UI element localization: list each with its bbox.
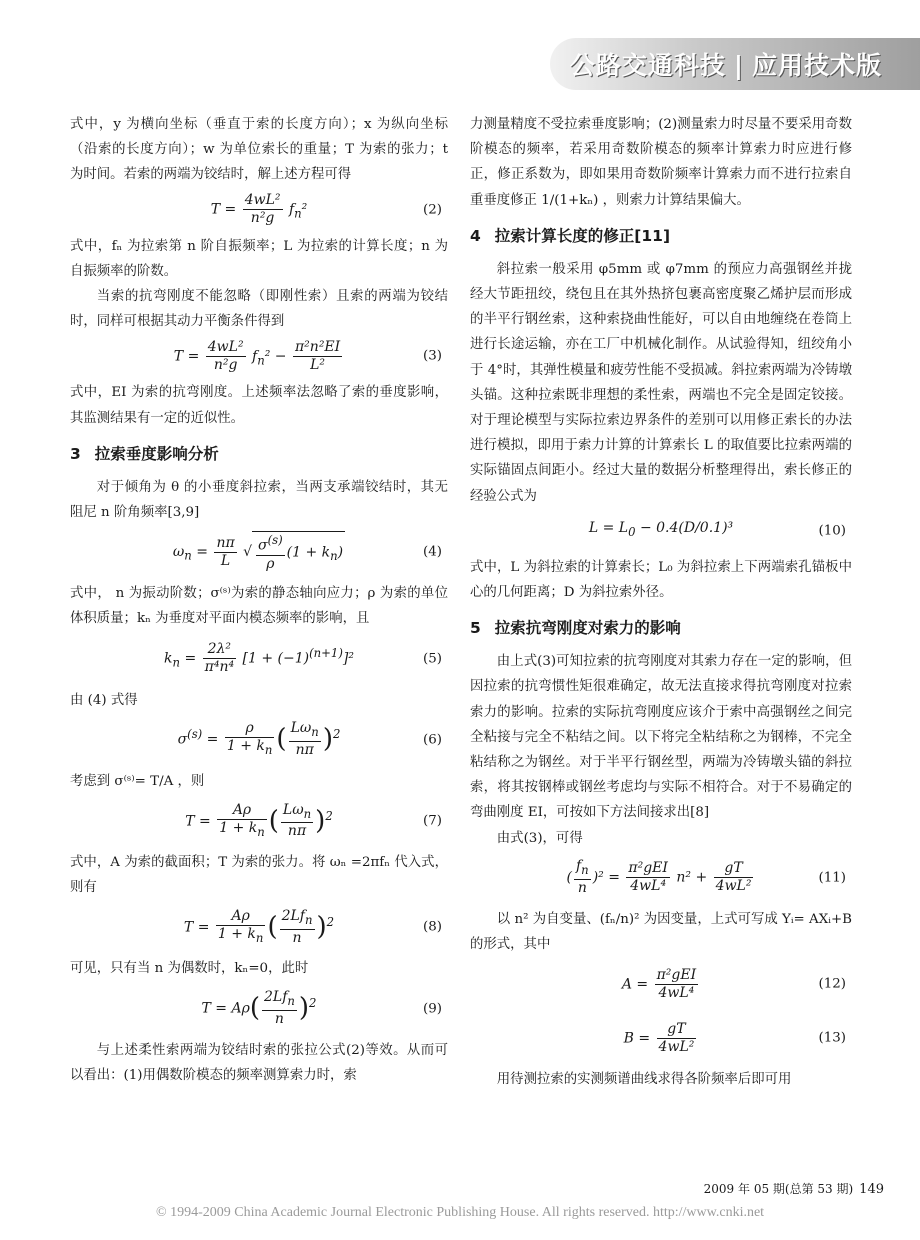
paragraph: 由 (4) 式得 [70, 692, 138, 708]
equation-number: (6) [423, 732, 442, 748]
equation-9 [70, 984, 448, 1034]
equation-expression: B = $\frac{gT}{\text{4wL²}}$ [623, 1020, 695, 1055]
equation-number: (11) [818, 870, 846, 886]
equation-expression: T = $\frac{\text{4wL²}}{\text{n²g}}$ $f_n^2$ − $\frac{\text{π²n²EI}}{\text{L²}}$ [173, 338, 341, 373]
equation-number: (7) [423, 813, 442, 829]
equation-expression: $\sigma^{(s)}$ = $\frac{\rho}{1 + k_n}$ ( $\frac{L\omega_n}{n\pi}$ )$^2$ [177, 720, 341, 759]
equation-2 [70, 190, 448, 230]
equation-expression: T = $\frac{A\rho}{1 + k_n}$ ( $\frac{L\omega_n}{n\pi}$ )$^2$ [185, 801, 333, 840]
equation-number: (9) [423, 1001, 442, 1017]
paragraph: 与上述柔性索两端为铰结时索的张拉公式(2)等效。从而可以看出：(1)用偶数阶模态的频率测算索力时，索 [70, 1042, 448, 1083]
equation-3 [70, 336, 448, 376]
equation-expression: T = $\frac{\text{4wL²}}{\text{n²g}}$ $f_n^2$ [210, 192, 308, 227]
section-number: 4 [470, 226, 481, 245]
paragraph: 式中，y 为横向坐标（垂直于索的长度方向）；x 为纵向坐标（沿索的长度方向）；w 为单位索长的重量；T 为索的张力；t 为时间。若索的两端为铰结时，解上述方程可得 [70, 117, 448, 183]
paragraph: 式中，A 为索的截面积；T 为索的张力。将 ωₙ =2πfₙ 代入式，则有 [70, 855, 448, 896]
header-separator: | [733, 51, 744, 80]
section-title: 拉索抗弯刚度对索力的影响 [494, 619, 681, 638]
paragraph: 考虑到 σ⁽ˢ⁾= T/A ，则 [70, 773, 205, 789]
equation-expression: A = $\frac{\text{π²gEI}}{\text{4wL⁴}}$ [621, 966, 697, 1001]
right-column [470, 112, 852, 1092]
equation-5 [70, 634, 448, 684]
paragraph: 式中，L 为斜拉索的计算索长；L₀ 为斜拉索上下两端索孔锚板中心的几何距离；D 为斜拉索外径。 [470, 559, 852, 601]
journal-name: 公路交通科技 [569, 51, 726, 80]
equation-number: (12) [818, 976, 846, 992]
equation-4 [70, 527, 448, 577]
equation-number: (10) [818, 523, 846, 539]
equation-expression: $k_n$ = $\frac{\text{2λ²}}{\text{π⁴n⁴}}$ $[1 + (-1)^{(n+1)}]^2$ [164, 641, 354, 676]
paragraph: 以 n² 为自变量、(fₙ/n)² 为因变量，上式可写成 Yᵢ= AXᵢ+B 的形式，其中 [470, 911, 852, 953]
equation-10 [470, 511, 852, 551]
paragraph: 力测量精度不受拉索垂度影响；(2)测量索力时尽量不要采用奇数阶模态的频率，若采用奇数阶模态的频率计算索力时应进行修正，修正系数为，即如果用奇数阶频率计算索力而不进行拉索自重垂度修正 1/(1+kₙ) ，则索力计算结果偏大。 [470, 117, 852, 208]
equation-expression: ( $\frac{f_n}{n}$ )² = $\frac{\text{π²gEI}}{\text{4wL⁴}}$ n² + $\frac{gT}{\text{4wL²}}$ [566, 858, 752, 897]
page-footer [704, 1180, 884, 1197]
equation-12 [470, 959, 852, 1009]
equation-6 [70, 715, 448, 765]
paragraph: 可见，只有当 n 为偶数时，kₙ=0，此时 [70, 961, 309, 977]
section-number: 3 [70, 444, 81, 463]
equation-number: (13) [818, 1030, 846, 1046]
section-number: 5 [470, 619, 481, 638]
paragraph: 由式(3)，可得 [496, 830, 583, 846]
paragraph: 当索的抗弯刚度不能忽略（即刚性索）且索的两端为铰结时，同样可根据其动力平衡条件得到 [70, 289, 448, 330]
page-number: 149 [859, 1182, 884, 1197]
journal-edition: 应用技术版 [751, 51, 882, 80]
copyright-line: © 1994-2009 China Academic Journal Electronic Publishing House. All rights reserved. http://www.cnki.net [155, 1205, 765, 1220]
section-heading [470, 615, 852, 641]
equation-13 [470, 1013, 852, 1063]
section-heading [70, 441, 448, 467]
issue-info: 2009 年 05 期(总第 53 期) [703, 1182, 854, 1196]
section-title: 拉索计算长度的修正[11] [494, 226, 671, 245]
equation-11 [470, 853, 852, 903]
equation-number: (5) [423, 651, 442, 667]
paragraph: 式中，fₙ 为拉索第 n 阶自振频率；L 为拉索的计算长度；n 为自振频率的阶数。 [70, 238, 448, 279]
left-column [70, 112, 448, 1088]
paragraph: 斜拉索一般采用 φ5mm 或 φ7mm 的预应力高强钢丝并拢经大节距扭绞，绕包且在其外热挤包裹高密度聚乙烯护层而形成的半平行钢丝索，这种索挠曲性能好，可以自由地缠绕在卷筒上进行长途运输，亦在工厂中机械化制作。从试验得知，纽绞角小于 4°时，其弹性模量和疲劳性能不受损减。斜拉索两端为冷铸墩头锚。这种拉索既非理想的柔性索，两端也不完全是固定铰接。对于理论模型与实际拉索边界条件的差别可以用修正索长的办法进行模拟，即用于索力计算的计算索长 L 的取值要比拉索两端的实际锚固点间距小。经过大量的数据分析整理得出，索长修正的经验公式为 [470, 261, 852, 504]
equation-number: (8) [423, 919, 442, 935]
equation-number: (3) [423, 348, 442, 364]
paragraph: 由上式(3)可知拉索的抗弯刚度对其索力存在一定的影响，但因拉索的抗弯惯性矩很难确定，故无法直接求得抗弯刚度对拉索索力的影响。拉索的实际抗弯刚度应该介于索中高强钢丝之间完全粘接与完全不粘结之间。以下将完全粘结称之为钢棒，不完全粘结称之为钢丝。对于半平行钢丝型，两端为冷铸墩头锚的斜拉索，将其按钢棒或钢丝考虑均与实际不相符合。对于不易确定的弯曲刚度 EI，可按如下方法间接求出[8] [470, 654, 852, 821]
paragraph: 式中，EI 为索的抗弯刚度。上述频率法忽略了索的垂度影响，其监测结果有一定的近似性。 [70, 385, 448, 426]
journal-header [0, 0, 920, 98]
equation-number: (2) [423, 202, 442, 218]
equation-expression: $\omega_n$ = $\frac{n\pi}{L}$ √ $\frac{\sigma^{(s)}}{\rho}$ $(1 + k_n)$ [172, 533, 344, 573]
equation-expression: T = $\frac{A\rho}{1 + k_n}$ ( $\frac{2Lf_n}{n}$ )$^2$ [183, 908, 335, 946]
equation-8 [70, 902, 448, 952]
equation-7 [70, 796, 448, 846]
paragraph: 对于倾角为 θ 的小垂度斜拉索，当两支承端铰结时，其无阻尼 n 阶角频率[3,9] [70, 479, 448, 521]
equation-expression: T = Aρ( $\frac{2Lf_n}{n}$ )$^2$ [201, 989, 317, 1028]
section-title: 拉索垂度影响分析 [94, 444, 219, 463]
header-title [570, 46, 882, 84]
paragraph: 式中， n 为振动阶数；σ⁽ˢ⁾为索的静态轴向应力；ρ 为索的单位体积质量；kₙ 为垂度对平面内模态频率的影响，且 [70, 586, 448, 627]
section-heading [470, 223, 852, 249]
equation-number: (4) [423, 544, 442, 560]
paragraph: 用待测拉索的实测频谱曲线求得各阶频率后即可用 [496, 1072, 792, 1088]
equation-expression: $L = L_0 - 0.4(D/0.1)^3$ [588, 520, 734, 540]
